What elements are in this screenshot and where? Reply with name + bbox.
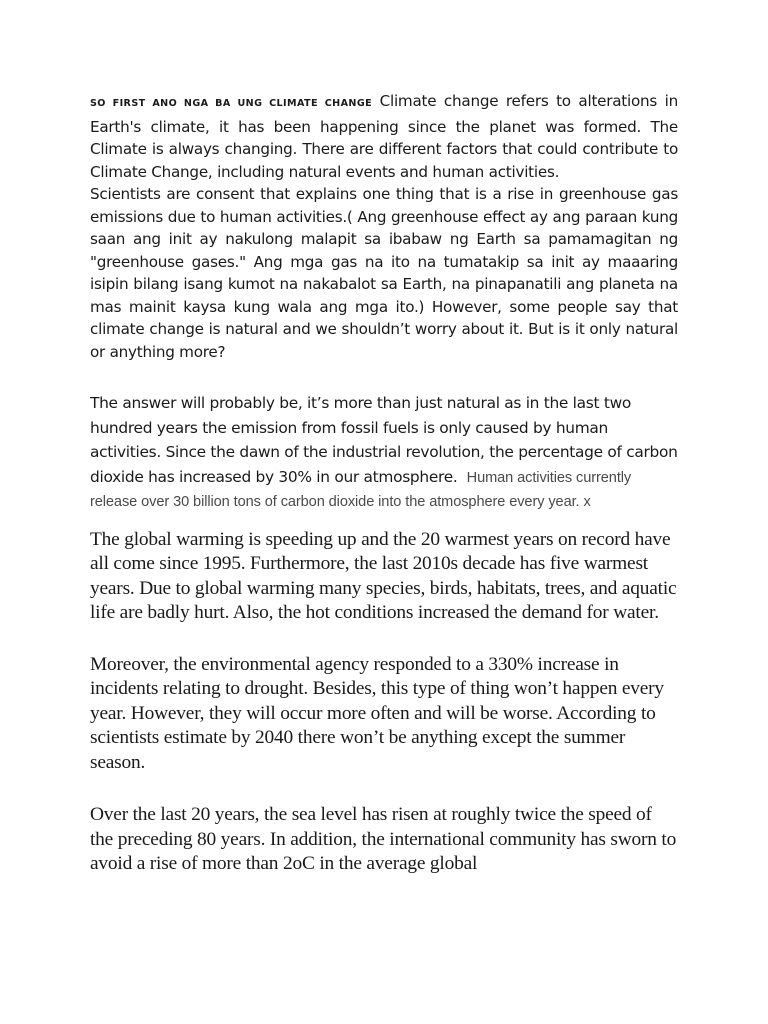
section-heading: SO FIRST ANO NGA BA UNG CLIMATE CHANGE (90, 98, 373, 109)
paragraph-greenhouse: Scientists are consent that explains one thing that is a rise in greenhouse gas emissions due to human activities.( Ang greenhouse effect ay ang paraan kung saan ang init ay nakulong malapit sa ibabaw ng Earth sa pamamagitan ng "greenhouse gases." Ang mga gas na ito na tumatakip sa init ay maaaring isipin bilang isang kumot na nakabalot sa Earth, na pinapanatili ang planeta na mas mainit kaysa kung wala ang mga ito.) However, some people say that climate change is natural and we shouldn’t worry about it. But is it only natural or anything more? (90, 185, 678, 361)
document-page (90, 90, 678, 877)
paragraph-answer (90, 391, 678, 514)
paragraph-sea-level: Over the last 20 years, the sea level has risen at roughly twice the speed of the preceding 80 years. In addition, the international community has sworn to avoid a rise of more than 2oC in the average global (90, 804, 677, 874)
intro-text: Climate change refers to alterations in Earth's climate, it has been happening since the planet was formed. The Climate is always changing. There are different factors that could contribute to Climate Change, including natural events and human activities. (90, 92, 678, 181)
co2-note: Human activities currently release over 30 billion tons of carbon dioxide into the atmosphere every year. x (90, 469, 632, 510)
paragraph-global-warming: The global warming is speeding up and the 20 warmest years on record have all come since 1995. Furthermore, the last 2010s decade has five warmest years. Due to global warming many species, birds, habitats, trees, and aquatic life are badly hurt. Also, the hot conditions increased the demand for water. (90, 528, 677, 623)
paragraph-drought: Moreover, the environmental agency responded to a 330% increase in incidents relating to drought. Besides, this type of thing won’t happen every year. However, they will occur more often and will be worse. According to scientists estimate by 2040 there won’t be anything except the summer season. (90, 653, 664, 773)
paragraph-intro (90, 90, 678, 183)
answer-text: The answer will probably be, it’s more than just natural as in the last two hundred years the emission from fossil fuels is only caused by human activities. Since the dawn of the industrial revolution, the percentage of carbon dioxide has increased by 30% in our atmosphere. (90, 394, 678, 486)
